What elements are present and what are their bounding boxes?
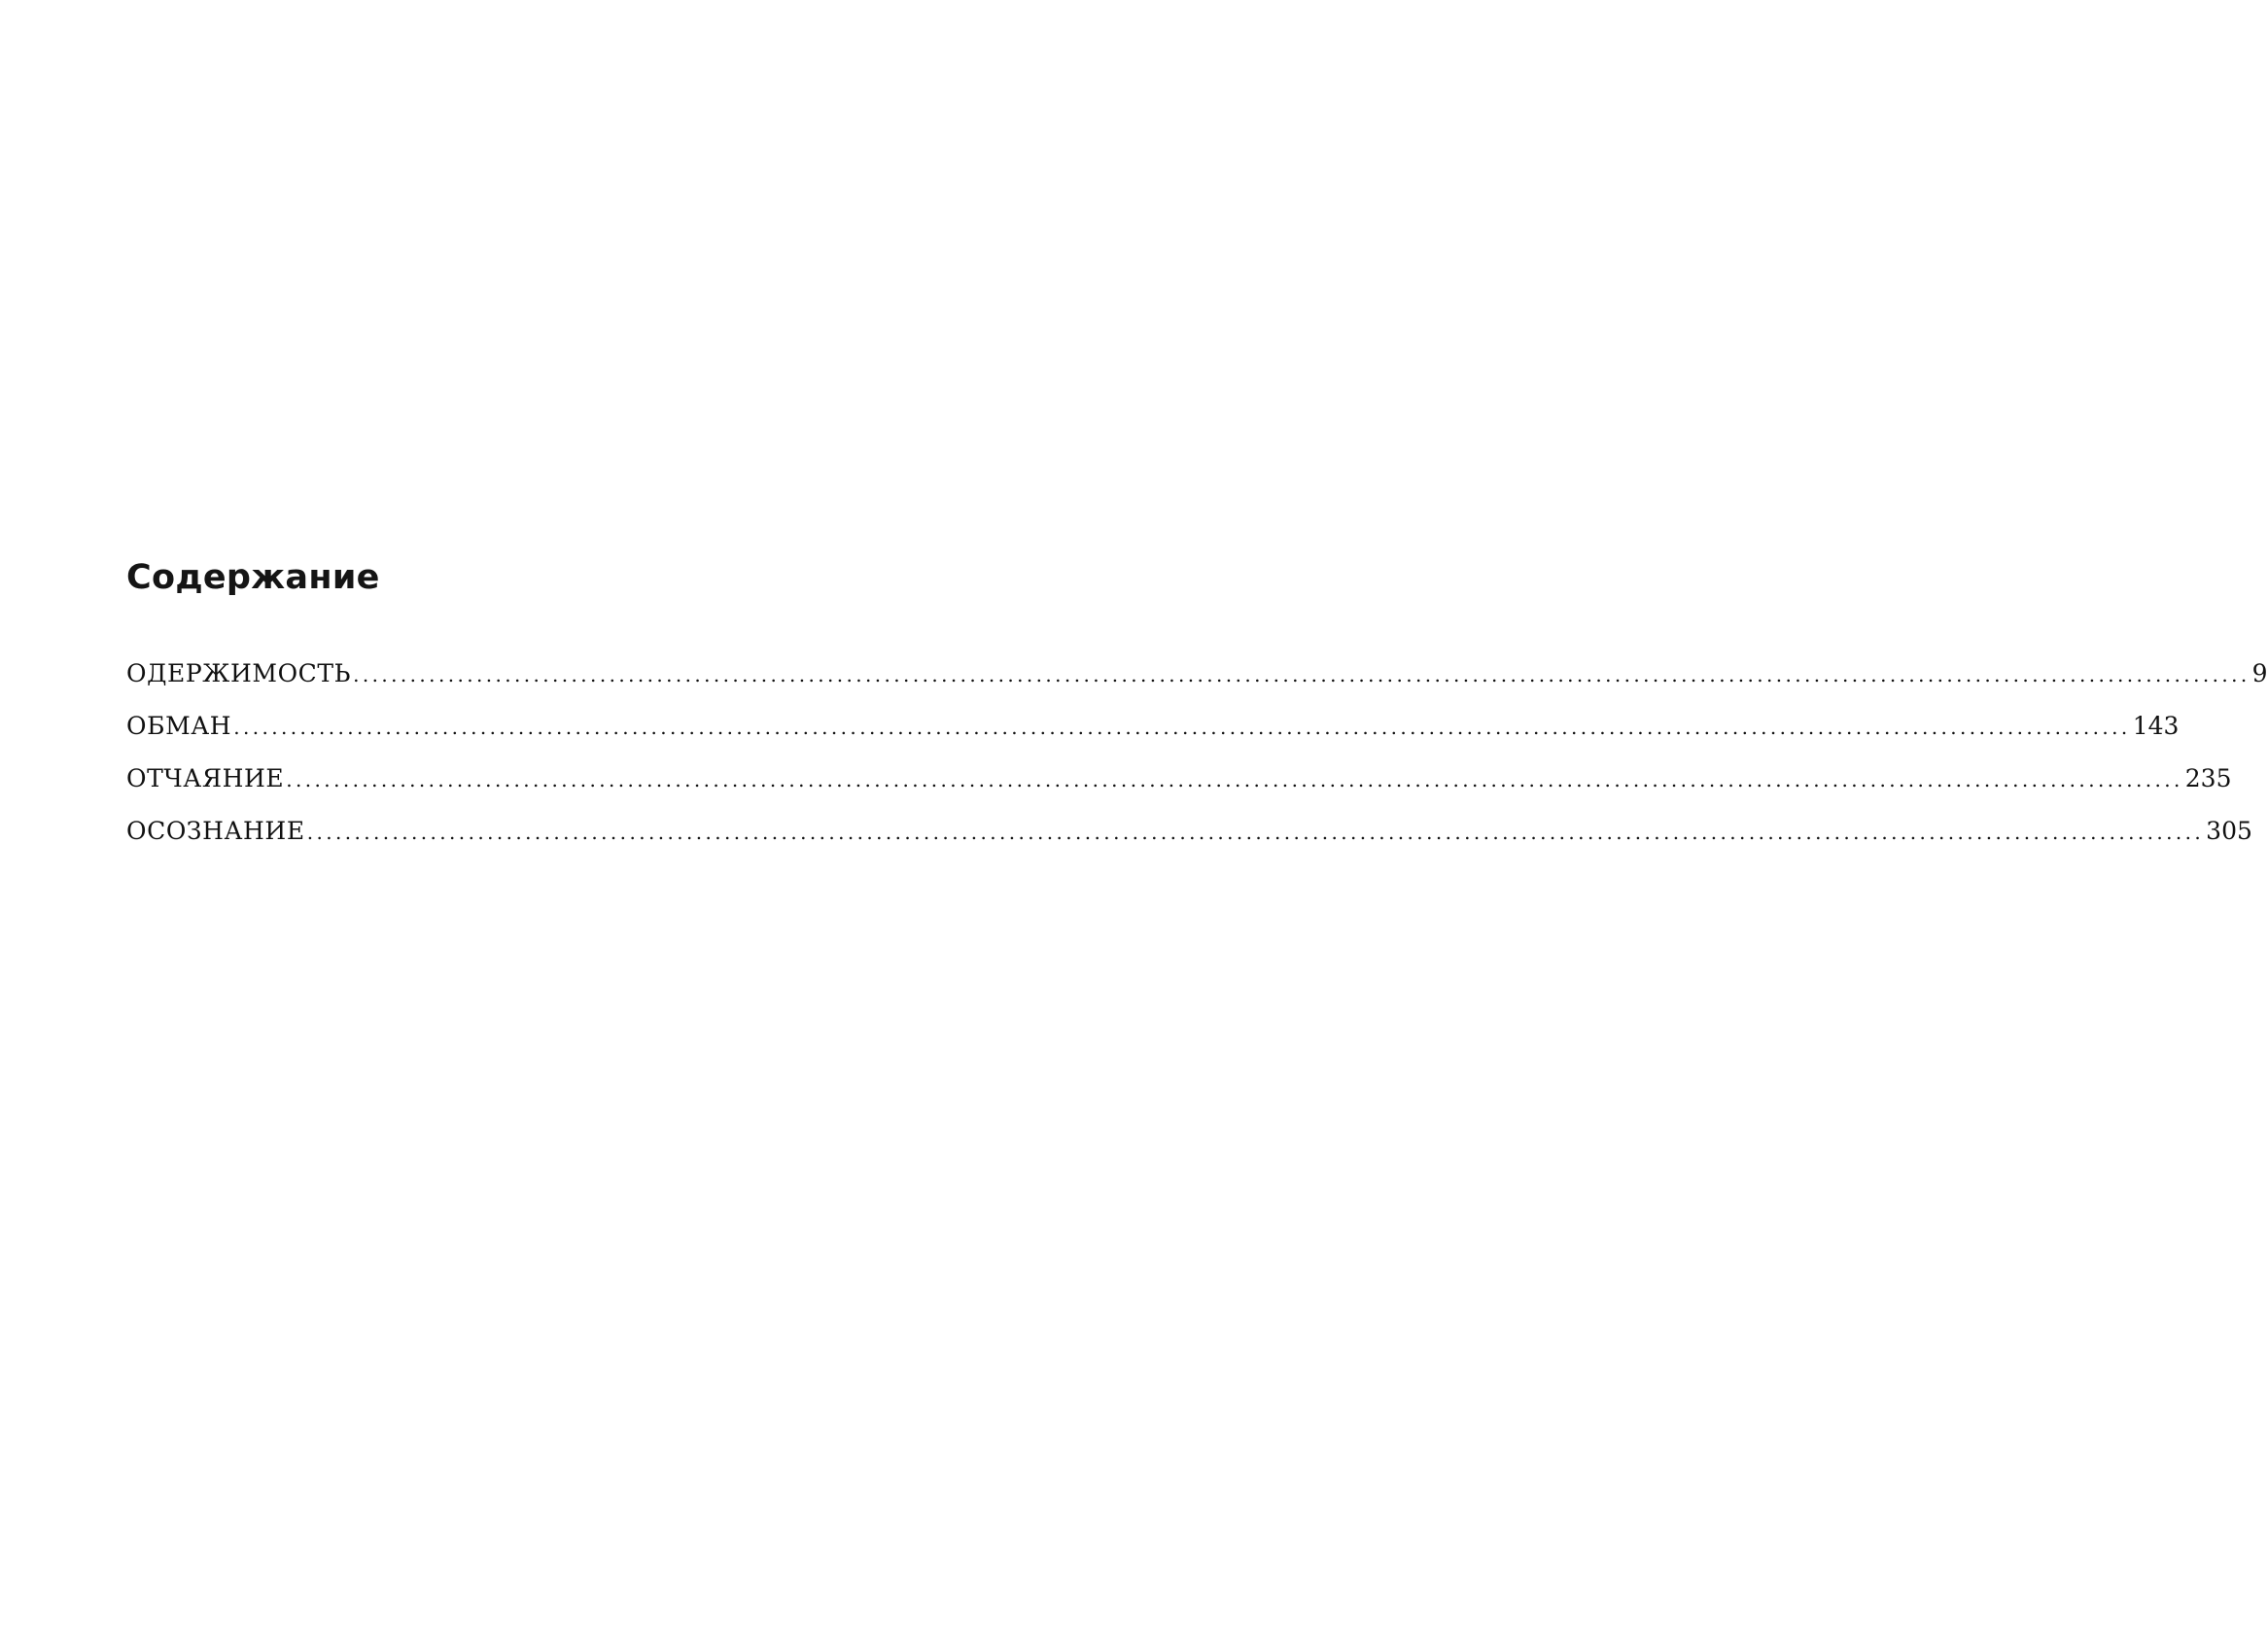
toc-entry-label: ОБМАН [126, 712, 232, 740]
toc-entry-page: 143 [2132, 712, 2180, 740]
toc-title: Содержание [126, 558, 380, 597]
toc-entry [126, 654, 2268, 707]
toc-leader-dots: ........................................................................................................................................................................................................ [353, 663, 2251, 686]
toc-entry-page: 9 [2251, 659, 2268, 687]
toc-entry-label: ОДЕРЖИМОСТЬ [126, 659, 352, 687]
toc-entry-page: 235 [2184, 764, 2232, 792]
toc-leader-dots: ........................................................................................................................................................................................................ [286, 768, 2183, 791]
toc-entry-page: 305 [2206, 817, 2252, 845]
toc-entry [126, 759, 2232, 812]
toc-entry-label: ОТЧАЯНИЕ [126, 764, 285, 792]
toc-entry [126, 707, 2180, 759]
toc-entry-label: ОСОЗНАНИЕ [126, 817, 305, 845]
toc-leader-dots: ........................................................................................................................................................................................................ [306, 821, 2205, 844]
toc-list [126, 654, 2268, 864]
toc-entry [126, 812, 2252, 864]
toc-leader-dots: ........................................................................................................................................................................................................ [233, 716, 2131, 739]
